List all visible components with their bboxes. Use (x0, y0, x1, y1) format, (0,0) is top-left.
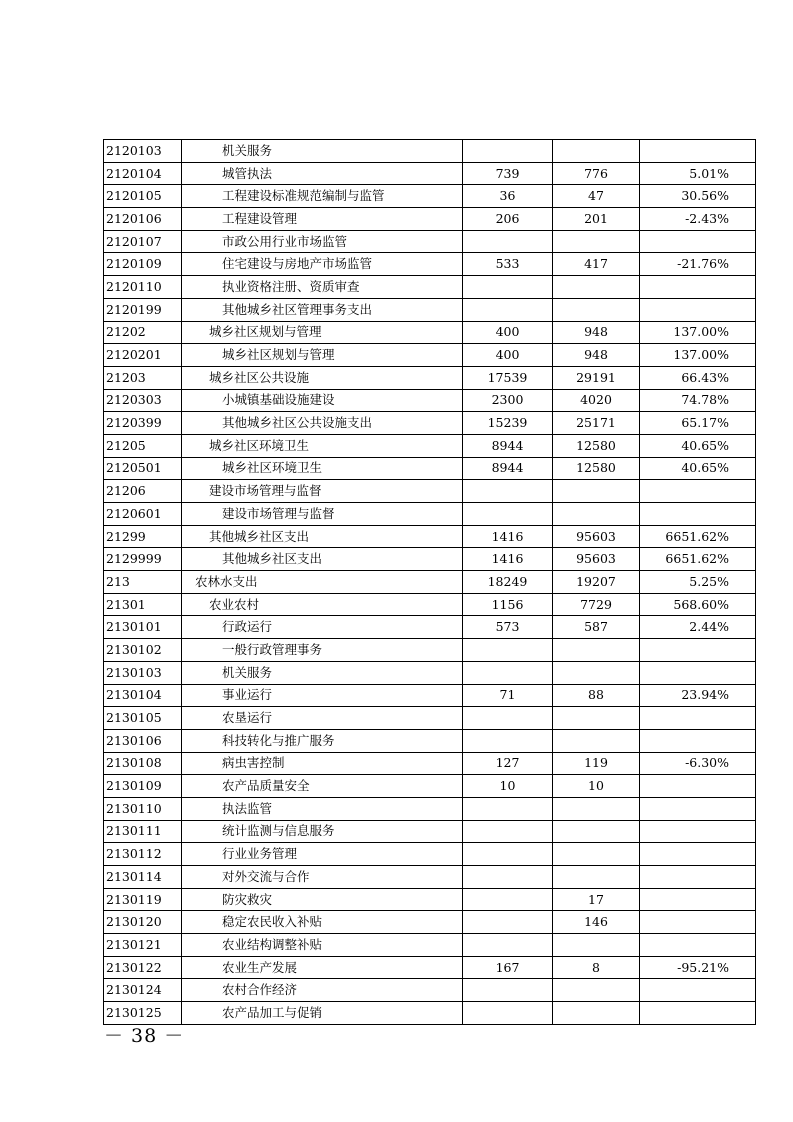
table-row (104, 162, 756, 185)
row-name: 城管执法 (182, 162, 463, 185)
row-name: 城乡社区公共设施 (182, 366, 463, 389)
table-row (104, 956, 756, 979)
row-change-pct (640, 230, 756, 253)
row-value-2: 47 (553, 185, 640, 208)
table-row (104, 843, 756, 866)
row-value-2: 948 (553, 344, 640, 367)
row-code: 2130125 (104, 1002, 182, 1025)
row-name: 农村合作经济 (182, 979, 463, 1002)
row-value-1: 400 (463, 321, 553, 344)
row-name: 工程建设标准规范编制与监管 (182, 185, 463, 208)
table-row (104, 140, 756, 163)
row-value-1 (463, 140, 553, 163)
table-row (104, 571, 756, 594)
row-value-2 (553, 140, 640, 163)
row-change-pct (640, 934, 756, 957)
row-name: 其他城乡社区管理事务支出 (182, 298, 463, 321)
table-row (104, 298, 756, 321)
row-change-pct: 30.56% (640, 185, 756, 208)
table-row (104, 230, 756, 253)
row-value-1 (463, 911, 553, 934)
row-name: 城乡社区规划与管理 (182, 344, 463, 367)
row-name: 统计监测与信息服务 (182, 820, 463, 843)
row-value-1: 1156 (463, 593, 553, 616)
table-row (104, 253, 756, 276)
row-name: 执法监管 (182, 797, 463, 820)
row-code: 2120501 (104, 457, 182, 480)
row-value-1: 533 (463, 253, 553, 276)
row-value-2: 29191 (553, 366, 640, 389)
row-code: 2120201 (104, 344, 182, 367)
row-name: 建设市场管理与监督 (182, 503, 463, 526)
row-code: 2120303 (104, 389, 182, 412)
row-change-pct: 137.00% (640, 344, 756, 367)
row-code: 2130121 (104, 934, 182, 957)
row-value-2: 201 (553, 208, 640, 231)
row-value-1 (463, 480, 553, 503)
row-value-1: 127 (463, 752, 553, 775)
table-row (104, 684, 756, 707)
row-code: 2130106 (104, 729, 182, 752)
table-row (104, 661, 756, 684)
row-value-1: 8944 (463, 457, 553, 480)
row-value-1: 206 (463, 208, 553, 231)
row-name: 机关服务 (182, 661, 463, 684)
row-value-1 (463, 230, 553, 253)
row-change-pct (640, 140, 756, 163)
row-code: 2120105 (104, 185, 182, 208)
row-value-1 (463, 979, 553, 1002)
row-change-pct (640, 979, 756, 1002)
row-code: 2130112 (104, 843, 182, 866)
row-name: 城乡社区规划与管理 (182, 321, 463, 344)
table-row (104, 934, 756, 957)
table-row (104, 911, 756, 934)
row-change-pct (640, 480, 756, 503)
row-change-pct: 6651.62% (640, 525, 756, 548)
row-change-pct: 66.43% (640, 366, 756, 389)
row-change-pct: 40.65% (640, 434, 756, 457)
row-value-2 (553, 298, 640, 321)
row-value-1: 15239 (463, 412, 553, 435)
row-code: 2120110 (104, 276, 182, 299)
row-change-pct (640, 843, 756, 866)
row-name: 城乡社区环境卫生 (182, 434, 463, 457)
row-code: 21206 (104, 480, 182, 503)
row-value-2: 12580 (553, 457, 640, 480)
row-name: 农产品质量安全 (182, 775, 463, 798)
row-value-1: 1416 (463, 548, 553, 571)
table-row (104, 1002, 756, 1025)
row-name: 行业业务管理 (182, 843, 463, 866)
table-row (104, 434, 756, 457)
row-value-2: 95603 (553, 548, 640, 571)
table-row (104, 480, 756, 503)
row-value-2: 10 (553, 775, 640, 798)
row-code: 2130124 (104, 979, 182, 1002)
row-value-1 (463, 934, 553, 957)
row-name: 农业结构调整补贴 (182, 934, 463, 957)
row-change-pct: 568.60% (640, 593, 756, 616)
row-code: 21203 (104, 366, 182, 389)
table-row (104, 729, 756, 752)
row-code: 2130102 (104, 639, 182, 662)
row-name: 农业生产发展 (182, 956, 463, 979)
row-change-pct (640, 911, 756, 934)
row-name: 农业农村 (182, 593, 463, 616)
row-code: 2120399 (104, 412, 182, 435)
row-code: 2120103 (104, 140, 182, 163)
row-change-pct (640, 707, 756, 730)
row-change-pct (640, 866, 756, 889)
row-value-2 (553, 707, 640, 730)
row-change-pct (640, 276, 756, 299)
row-change-pct: 6651.62% (640, 548, 756, 571)
row-name: 其他城乡社区支出 (182, 548, 463, 571)
row-change-pct (640, 661, 756, 684)
row-name: 一般行政管理事务 (182, 639, 463, 662)
row-value-2 (553, 503, 640, 526)
table-row (104, 366, 756, 389)
row-code: 2120601 (104, 503, 182, 526)
row-code: 2130110 (104, 797, 182, 820)
row-value-1 (463, 843, 553, 866)
row-value-2: 25171 (553, 412, 640, 435)
row-code: 2130122 (104, 956, 182, 979)
row-value-1: 739 (463, 162, 553, 185)
row-value-2: 146 (553, 911, 640, 934)
row-change-pct: 5.25% (640, 571, 756, 594)
row-value-2: 948 (553, 321, 640, 344)
table-row (104, 321, 756, 344)
row-value-2 (553, 843, 640, 866)
table-row (104, 616, 756, 639)
row-value-1 (463, 276, 553, 299)
budget-table-body (104, 140, 756, 1025)
row-code: 21205 (104, 434, 182, 457)
row-change-pct: -2.43% (640, 208, 756, 231)
row-code: 2120199 (104, 298, 182, 321)
row-code: 2130119 (104, 888, 182, 911)
table-row (104, 185, 756, 208)
table-row (104, 593, 756, 616)
row-code: 21299 (104, 525, 182, 548)
row-change-pct (640, 775, 756, 798)
row-value-2 (553, 230, 640, 253)
row-change-pct: 2.44% (640, 616, 756, 639)
row-value-1: 71 (463, 684, 553, 707)
row-value-2 (553, 661, 640, 684)
row-change-pct: 65.17% (640, 412, 756, 435)
page-number: － 38 － (104, 1025, 185, 1047)
row-change-pct (640, 729, 756, 752)
table-row (104, 752, 756, 775)
row-change-pct: 40.65% (640, 457, 756, 480)
row-value-2: 17 (553, 888, 640, 911)
table-row (104, 457, 756, 480)
row-code: 2130103 (104, 661, 182, 684)
table-row (104, 888, 756, 911)
row-code: 2120104 (104, 162, 182, 185)
table-row (104, 525, 756, 548)
budget-table (103, 139, 756, 1025)
table-row (104, 707, 756, 730)
row-value-1 (463, 639, 553, 662)
row-value-1 (463, 797, 553, 820)
row-name: 行政运行 (182, 616, 463, 639)
row-value-1 (463, 661, 553, 684)
row-change-pct: -95.21% (640, 956, 756, 979)
row-change-pct (640, 503, 756, 526)
row-code: 2130114 (104, 866, 182, 889)
row-value-1: 2300 (463, 389, 553, 412)
row-value-2: 587 (553, 616, 640, 639)
row-name: 事业运行 (182, 684, 463, 707)
row-code: 2130101 (104, 616, 182, 639)
row-value-2: 776 (553, 162, 640, 185)
row-change-pct (640, 639, 756, 662)
table-row (104, 276, 756, 299)
row-value-2 (553, 934, 640, 957)
row-name: 农垦运行 (182, 707, 463, 730)
row-code: 2130104 (104, 684, 182, 707)
row-code: 2130120 (104, 911, 182, 934)
row-value-2 (553, 729, 640, 752)
row-code: 2130109 (104, 775, 182, 798)
row-change-pct (640, 1002, 756, 1025)
table-row (104, 548, 756, 571)
row-name: 其他城乡社区公共设施支出 (182, 412, 463, 435)
row-value-2 (553, 276, 640, 299)
row-code: 2129999 (104, 548, 182, 571)
row-code: 21301 (104, 593, 182, 616)
row-code: 2120107 (104, 230, 182, 253)
row-value-2 (553, 480, 640, 503)
table-row (104, 820, 756, 843)
row-value-1 (463, 707, 553, 730)
row-value-1: 8944 (463, 434, 553, 457)
table-row (104, 639, 756, 662)
row-name: 工程建设管理 (182, 208, 463, 231)
row-name: 执业资格注册、资质审查 (182, 276, 463, 299)
row-name: 病虫害控制 (182, 752, 463, 775)
row-value-2 (553, 979, 640, 1002)
table-row (104, 797, 756, 820)
row-code: 2120106 (104, 208, 182, 231)
row-value-1 (463, 729, 553, 752)
row-name: 城乡社区环境卫生 (182, 457, 463, 480)
row-name: 其他城乡社区支出 (182, 525, 463, 548)
row-value-1 (463, 866, 553, 889)
table-row (104, 412, 756, 435)
row-name: 对外交流与合作 (182, 866, 463, 889)
row-value-1 (463, 298, 553, 321)
row-value-1: 18249 (463, 571, 553, 594)
row-value-2: 8 (553, 956, 640, 979)
row-change-pct: 74.78% (640, 389, 756, 412)
row-value-2: 119 (553, 752, 640, 775)
row-value-1: 400 (463, 344, 553, 367)
row-change-pct: -6.30% (640, 752, 756, 775)
row-code: 2130105 (104, 707, 182, 730)
row-value-2 (553, 866, 640, 889)
row-code: 2120109 (104, 253, 182, 276)
row-name: 小城镇基础设施建设 (182, 389, 463, 412)
row-change-pct (640, 888, 756, 911)
row-value-2: 95603 (553, 525, 640, 548)
row-name: 机关服务 (182, 140, 463, 163)
row-value-1: 573 (463, 616, 553, 639)
row-code: 213 (104, 571, 182, 594)
row-name: 建设市场管理与监督 (182, 480, 463, 503)
row-name: 防灾救灾 (182, 888, 463, 911)
row-value-1: 10 (463, 775, 553, 798)
row-code: 2130108 (104, 752, 182, 775)
row-value-2: 88 (553, 684, 640, 707)
row-name: 科技转化与推广服务 (182, 729, 463, 752)
row-name: 稳定农民收入补贴 (182, 911, 463, 934)
row-name: 市政公用行业市场监管 (182, 230, 463, 253)
row-value-1: 167 (463, 956, 553, 979)
table-row (104, 775, 756, 798)
table-row (104, 208, 756, 231)
row-value-2: 4020 (553, 389, 640, 412)
row-change-pct: 5.01% (640, 162, 756, 185)
row-value-1: 17539 (463, 366, 553, 389)
table-row (104, 389, 756, 412)
row-change-pct: -21.76% (640, 253, 756, 276)
row-value-2 (553, 797, 640, 820)
row-value-1 (463, 503, 553, 526)
row-value-2 (553, 639, 640, 662)
row-code: 2130111 (104, 820, 182, 843)
row-change-pct (640, 298, 756, 321)
row-name: 农产品加工与促销 (182, 1002, 463, 1025)
table-row (104, 866, 756, 889)
row-name: 住宅建设与房地产市场监管 (182, 253, 463, 276)
row-change-pct (640, 820, 756, 843)
row-value-2: 417 (553, 253, 640, 276)
row-value-1 (463, 888, 553, 911)
table-row (104, 344, 756, 367)
row-value-2: 7729 (553, 593, 640, 616)
row-value-2: 12580 (553, 434, 640, 457)
row-name: 农林水支出 (182, 571, 463, 594)
row-value-2 (553, 820, 640, 843)
row-value-1 (463, 1002, 553, 1025)
row-value-2 (553, 1002, 640, 1025)
row-value-1: 36 (463, 185, 553, 208)
row-change-pct: 23.94% (640, 684, 756, 707)
row-change-pct: 137.00% (640, 321, 756, 344)
row-change-pct (640, 797, 756, 820)
table-row (104, 503, 756, 526)
table-row (104, 979, 756, 1002)
row-code: 21202 (104, 321, 182, 344)
row-value-1: 1416 (463, 525, 553, 548)
row-value-2: 19207 (553, 571, 640, 594)
row-value-1 (463, 820, 553, 843)
